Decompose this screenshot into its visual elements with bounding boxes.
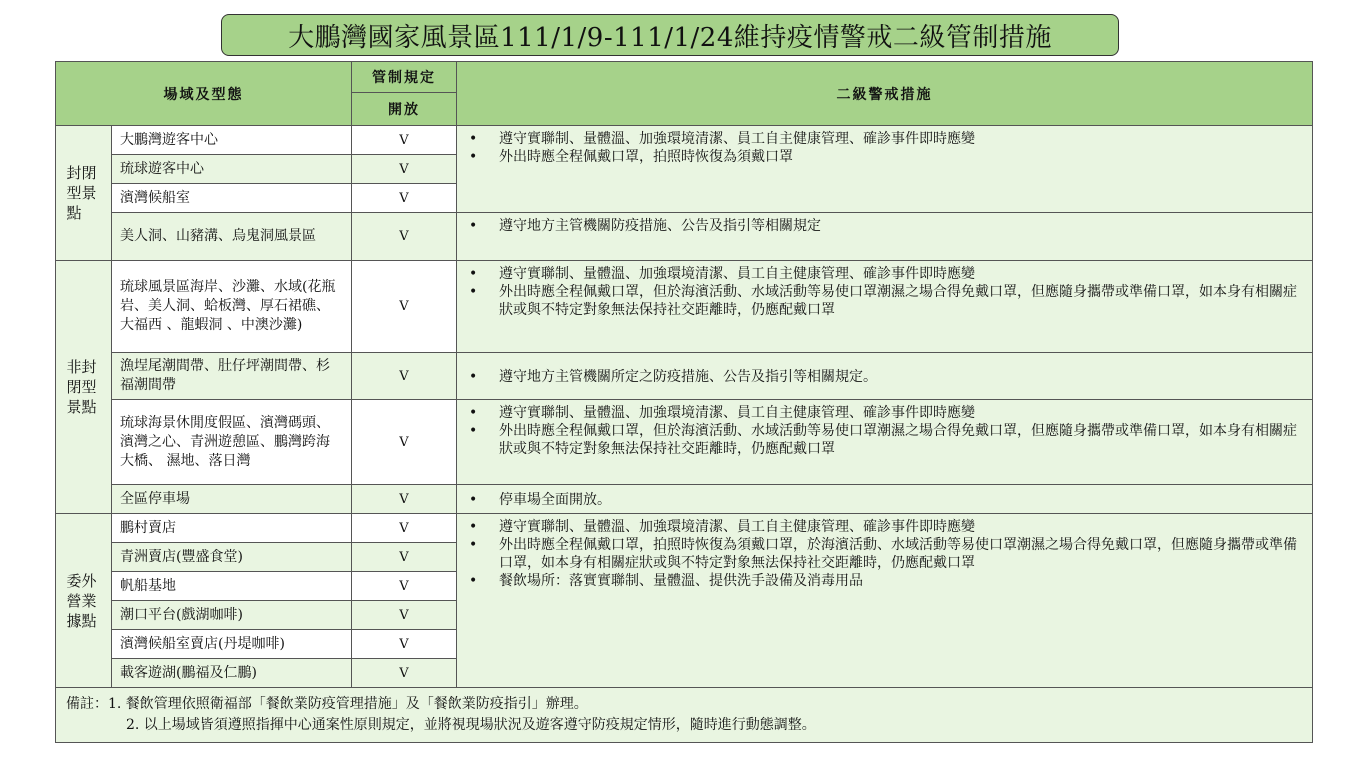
open-mark: V [352, 400, 457, 485]
measures-cell [457, 213, 1313, 261]
open-mark: V [352, 543, 457, 572]
venue-cell: 青洲賣店(豐盛食堂) [112, 543, 352, 572]
measure-item: • 停車場全面開放。 [467, 491, 1298, 509]
measures-cell [457, 353, 1313, 400]
venue-cell: 帆船基地 [112, 572, 352, 601]
measures-table [55, 61, 1313, 743]
measure-item: • 遵守實聯制、量體溫、加強環境清潔、員工自主健康管理、確診事件即時應變 [467, 265, 1298, 283]
group-closed-sites: 封閉型景點 [56, 126, 112, 261]
venue-cell: 濱灣候船室賣店(丹堤咖啡) [112, 630, 352, 659]
measure-item: • 外出時應全程佩戴口罩，但於海濱活動、水域活動等易使口罩潮濕之場合得免戴口罩，但應隨身攜帶或準備口罩，如本身有相關症狀或與不特定對象無法保持社交距離時，仍應配戴口罩 [467, 283, 1298, 319]
group-outsourced-sites: 委外營業據點 [56, 514, 112, 688]
measure-item: • 遵守實聯制、量體溫、加強環境清潔、員工自主健康管理、確診事件即時應變 [467, 404, 1298, 422]
measure-item: • 遵守地方主管機關所定之防疫措施、公告及指引等相關規定。 [467, 368, 1298, 386]
venue-cell: 琉球遊客中心 [112, 155, 352, 184]
venue-cell: 潮口平台(戲湖咖啡) [112, 601, 352, 630]
venue-cell: 漁埕尾潮間帶、肚仔坪潮間帶、杉福潮間帶 [112, 353, 352, 400]
measure-item: • 遵守實聯制、量體溫、加強環境清潔、員工自主健康管理、確診事件即時應變 [467, 130, 1298, 148]
venue-cell: 濱灣候船室 [112, 184, 352, 213]
open-mark: V [352, 261, 457, 353]
measure-item: • 遵守實聯制、量體溫、加強環境清潔、員工自主健康管理、確診事件即時應變 [467, 518, 1298, 536]
measures-cell [457, 261, 1313, 353]
venue-cell: 載客遊湖(鵬福及仁鵬) [112, 659, 352, 688]
venue-cell: 鵬村賣店 [112, 514, 352, 543]
open-mark: V [352, 601, 457, 630]
open-mark: V [352, 353, 457, 400]
venue-cell: 琉球風景區海岸、沙灘、水域(花瓶岩、美人洞、蛤板灣、厚石裙礁、大福西 、龍蝦洞 、中澳沙灘) [112, 261, 352, 353]
venue-cell: 琉球海景休閒度假區、濱灣碼頭、濱灣之心、青洲遊憩區、鵬灣跨海大橋、 濕地、落日灣 [112, 400, 352, 485]
open-mark: V [352, 213, 457, 261]
measures-cell [457, 400, 1313, 485]
measures-cell [457, 126, 1313, 213]
remark-line-2: 2. 以上場域皆須遵照指揮中心通案性原則規定，並將視現場狀況及遊客遵守防疫規定情形，隨時進行動態調整。 [126, 717, 816, 733]
measure-item: • 餐飲場所：落實實聯制、量體溫、提供洗手設備及消毒用品 [467, 572, 1298, 590]
open-mark: V [352, 155, 457, 184]
open-mark: V [352, 485, 457, 514]
open-mark: V [352, 572, 457, 601]
open-mark: V [352, 514, 457, 543]
header-open: 開放 [352, 93, 457, 126]
remark-line-1: 備註：1. 餐飲管理依照衛福部「餐飲業防疫管理措施」及「餐飲業防疫指引」辦理。 [66, 696, 588, 712]
header-control-rule: 管制規定 [352, 62, 457, 93]
measure-item: • 遵守地方主管機關防疫措施、公告及指引等相關規定 [467, 217, 1298, 235]
measures-cell [457, 514, 1313, 688]
venue-cell: 大鵬灣遊客中心 [112, 126, 352, 155]
measure-item: • 外出時應全程佩戴口罩，但於海濱活動、水域活動等易使口罩潮濕之場合得免戴口罩，但應隨身攜帶或準備口罩，如本身有相關症狀或與不特定對象無法保持社交距離時，仍應配戴口罩 [467, 422, 1298, 458]
venue-cell: 全區停車場 [112, 485, 352, 514]
measures-cell [457, 485, 1313, 514]
open-mark: V [352, 184, 457, 213]
open-mark: V [352, 630, 457, 659]
header-level2-measures: 二級警戒措施 [457, 62, 1313, 126]
open-mark: V [352, 659, 457, 688]
header-venue-type: 場域及型態 [56, 62, 352, 126]
measure-item: • 外出時應全程佩戴口罩，拍照時恢復為須戴口罩 [467, 148, 1298, 166]
group-open-sites: 非封閉型景點 [56, 261, 112, 514]
open-mark: V [352, 126, 457, 155]
page-title: 大鵬灣國家風景區111/1/9-111/1/24維持疫情警戒二級管制措施 [221, 14, 1119, 56]
remarks [56, 688, 1313, 743]
venue-cell: 美人洞、山豬溝、烏鬼洞風景區 [112, 213, 352, 261]
measure-item: • 外出時應全程佩戴口罩，拍照時恢復為須戴口罩，於海濱活動、水域活動等易使口罩潮濕之場合得免戴口罩，但應隨身攜帶或準備口罩，如本身有相關症狀或與不特定對象無法保持社交距離時，仍應配戴口罩 [467, 536, 1298, 572]
